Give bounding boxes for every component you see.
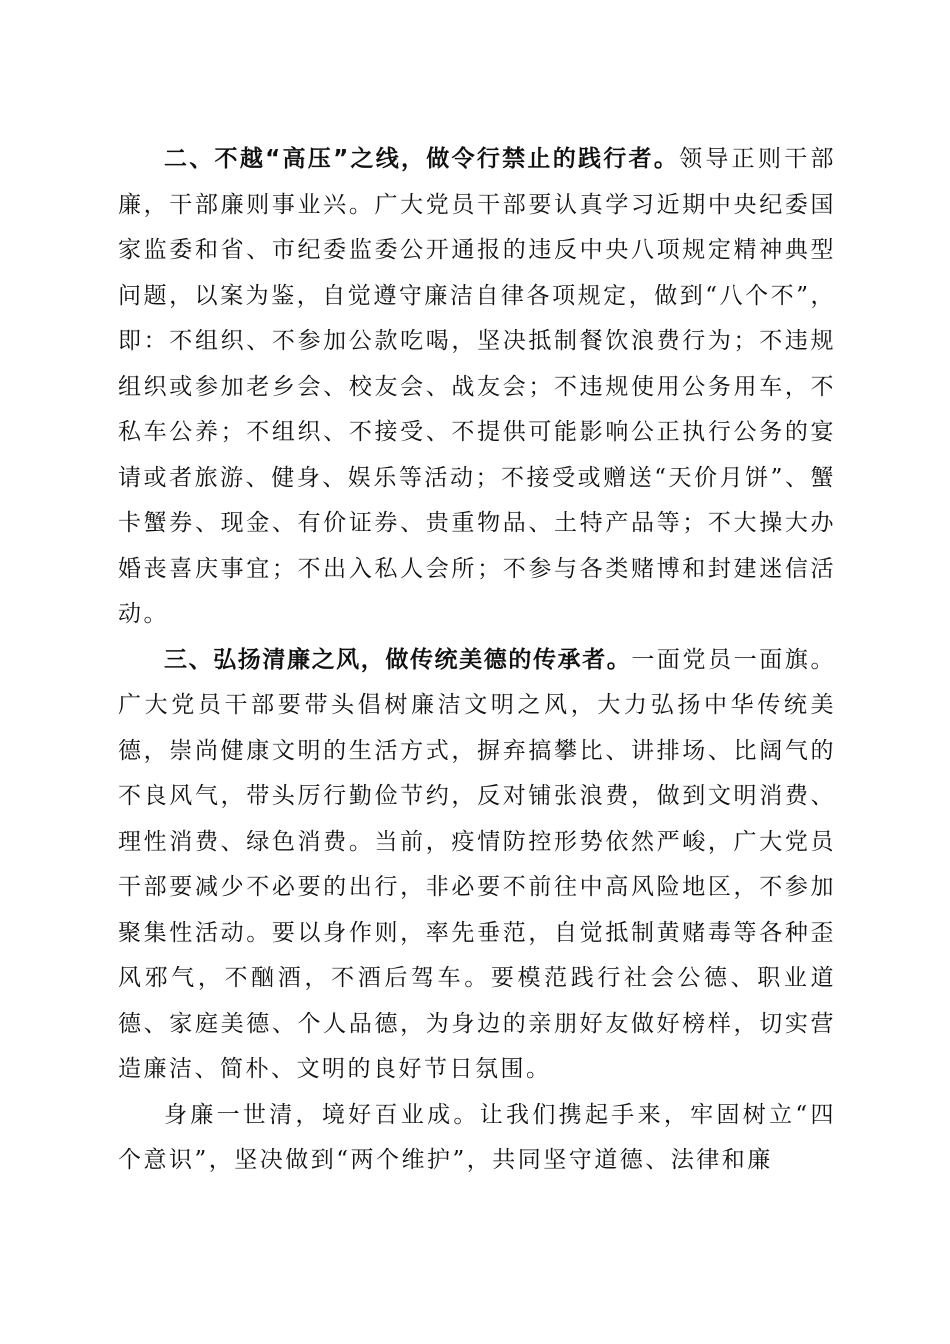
paragraph-section-three xyxy=(118,638,836,1093)
paragraph-section-two xyxy=(118,137,836,638)
section-two-text: 领导正则干部廉，干部廉则事业兴。广大党员干部要认真学习近期中央纪委国家监委和省、市纪委监委公开通报的违反中央八项规定精神典型问题，以案为鉴，自觉遵守廉洁自律各项规定，做到“八个不”，即：不组织、不参加公款吃喝，坚决抵制餐饮浪费行为；不违规组织或参加老乡会、校友会、战友会；不违规使用公务用车，不私车公养；不组织、不接受、不提供可能影响公正执行公务的宴请或者旅游、健身、娱乐等活动；不接受或赠送“天价月饼”、蟹卡蟹券、现金、有价证券、贵重物品、土特产品等；不大操大办婚丧喜庆事宜；不出入私人会所；不参与各类赌博和封建迷信活动。 xyxy=(118,146,837,627)
document-body xyxy=(118,137,836,1184)
paragraph-closing xyxy=(118,1093,836,1184)
section-three-text: 一面党员一面旗。广大党员干部要带头倡树廉洁文明之风，大力弘扬中华传统美德，崇尚健康文明的生活方式，摒弃搞攀比、讲排场、比阔气的不良风气，带头厉行勤俭节约，反对铺张浪费，做到文明消费、理性消费、绿色消费。当前，疫情防控形势依然严峻，广大党员干部要减少不必要的出行，非必要不前往中高风险地区，不参加聚集性活动。要以身作则，率先垂范，自觉抵制黄赌毒等各种歪风邪气，不酗酒，不酒后驾车。要模范践行社会公德、职业道德、家庭美德、个人品德，为身边的亲朋好友做好榜样，切实营造廉洁、简朴、文明的良好节日氛围。 xyxy=(118,646,837,1082)
section-two-heading: 二、不越“高压”之线，做令行禁止的践行者。 xyxy=(164,146,680,172)
section-three-heading: 三、弘扬清廉之风，做传统美德的传承者。 xyxy=(164,646,632,673)
closing-text: 身廉一世清，境好百业成。让我们携起手来，牢固树立“四个意识”，坚决做到“两个维护”，共同坚守道德、法律和廉 xyxy=(118,1101,836,1173)
